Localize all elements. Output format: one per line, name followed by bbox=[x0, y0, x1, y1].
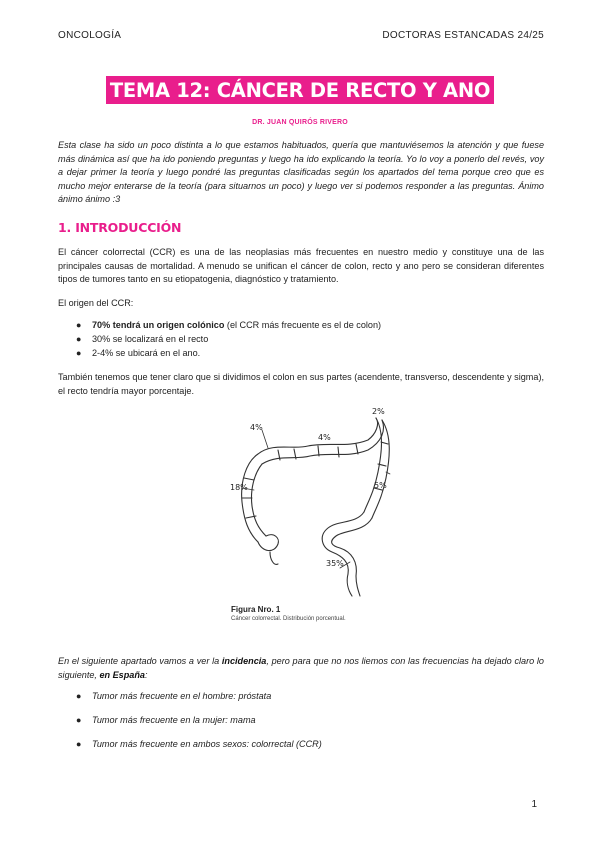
list-item bbox=[58, 689, 544, 713]
paragraph-ccr-origin: El origen del CCR: bbox=[58, 298, 134, 308]
origin-list bbox=[58, 318, 544, 360]
paragraph-colon-parts: También tenemos que tener claro que si dividimos el colon en sus partes (acendente, transverso, descendente y sigma), el recto tendría mayor porcentaje. bbox=[58, 372, 544, 396]
rectum bbox=[347, 574, 352, 596]
label-splenic: 2% bbox=[372, 407, 385, 416]
bullet-icon: ● bbox=[76, 348, 82, 358]
colon-distribution-figure bbox=[218, 402, 398, 602]
label-descending: 5% bbox=[374, 481, 387, 490]
page-title: TEMA 12: CÁNCER DE RECTO Y ANO bbox=[106, 76, 494, 104]
header-group: DOCTORAS ESTANCADAS 24/25 bbox=[382, 30, 544, 41]
incidence-bold: incidencia bbox=[221, 656, 267, 666]
caecum bbox=[258, 535, 278, 551]
list-item-text: Tumor más frecuente en el hombre: próstata bbox=[92, 691, 272, 701]
incidence-text-post: : bbox=[144, 670, 148, 680]
bullet-icon: ● bbox=[76, 691, 82, 701]
bullet-icon: ● bbox=[76, 739, 82, 749]
label-caecum-ascending-top: 4% bbox=[250, 423, 263, 432]
incidence-list bbox=[58, 689, 544, 761]
incidence-text-mid: , pero para que no nos liemos con las frecuencias ha dejado claro lo siguiente, bbox=[58, 656, 544, 680]
list-item bbox=[58, 318, 544, 332]
header-subject: ONCOLOGÍA bbox=[58, 30, 122, 41]
list-item-text: Tumor más frecuente en la mujer: mama bbox=[92, 715, 256, 725]
list-item bbox=[58, 332, 544, 346]
label-ascending: 18% bbox=[230, 483, 248, 492]
bullet-icon: ● bbox=[76, 334, 82, 344]
label-rectum-sigmoid: 35% bbox=[326, 559, 344, 568]
paragraph-ccr-definition: El cáncer colorrectal (CCR) es una de las neoplasias más frecuentes en nuestro medio y constituye una de las principales causas de mortalidad. A menudo se unifican el cáncer de colon, recto y ano pero se consideran diferentes tipos de tumores tanto en su etiopatogenia, diagnóstico y tratamiento. bbox=[58, 247, 544, 284]
figure-caption-title: Figura Nro. 1 bbox=[231, 605, 281, 614]
list-item-bold: 70% tendrá un origen colónico bbox=[92, 320, 225, 330]
list-item bbox=[58, 713, 544, 737]
bullet-icon: ● bbox=[76, 715, 82, 725]
list-item bbox=[58, 346, 544, 360]
title-container bbox=[0, 76, 600, 104]
page-number: 1 bbox=[531, 799, 537, 810]
list-item-text: 30% se localizará en el recto bbox=[92, 334, 209, 344]
list-item-rest: (el CCR más frecuente es el de colon) bbox=[224, 320, 382, 330]
figure-caption-subtitle: Cáncer colorrectal. Distribución porcentual. bbox=[231, 616, 346, 622]
bullet-icon: ● bbox=[76, 320, 82, 330]
paragraph-incidence bbox=[58, 654, 544, 682]
descending-colon bbox=[364, 418, 382, 512]
author-name: DR. JUAN QUIRÓS RIVERO bbox=[252, 119, 348, 126]
incidence-spain-bold: en España bbox=[99, 670, 145, 680]
intro-paragraph: Esta clase ha sido un poco distinta a lo que estamos habituados, quería que mantuviésemos la atención y que fuese más dinámica así que ha ido poniendo preguntas y luego ha ido explicando la teoría. Yo lo voy a ponerlo del revés, voy a dejar primer la teoría y luego pondré las preguntas clasificadas según los apartados del tema porque creo que es mucho mejor enterarse de la teoría (para situarnos un poco) y luego ver si podemos responder a las preguntas. Ánimo ánimo ánimo :3 bbox=[58, 140, 544, 204]
incidence-text-pre: En el siguiente apartado vamos a ver la bbox=[58, 656, 222, 666]
list-item bbox=[58, 737, 544, 761]
label-transverse: 4% bbox=[318, 433, 331, 442]
section-heading-introduccion: 1. INTRODUCCIÓN bbox=[58, 220, 182, 235]
list-item-text: Tumor más frecuente en ambos sexos: colorrectal (CCR) bbox=[92, 739, 322, 749]
list-item-text: 2-4% se ubicará en el ano. bbox=[92, 348, 201, 358]
